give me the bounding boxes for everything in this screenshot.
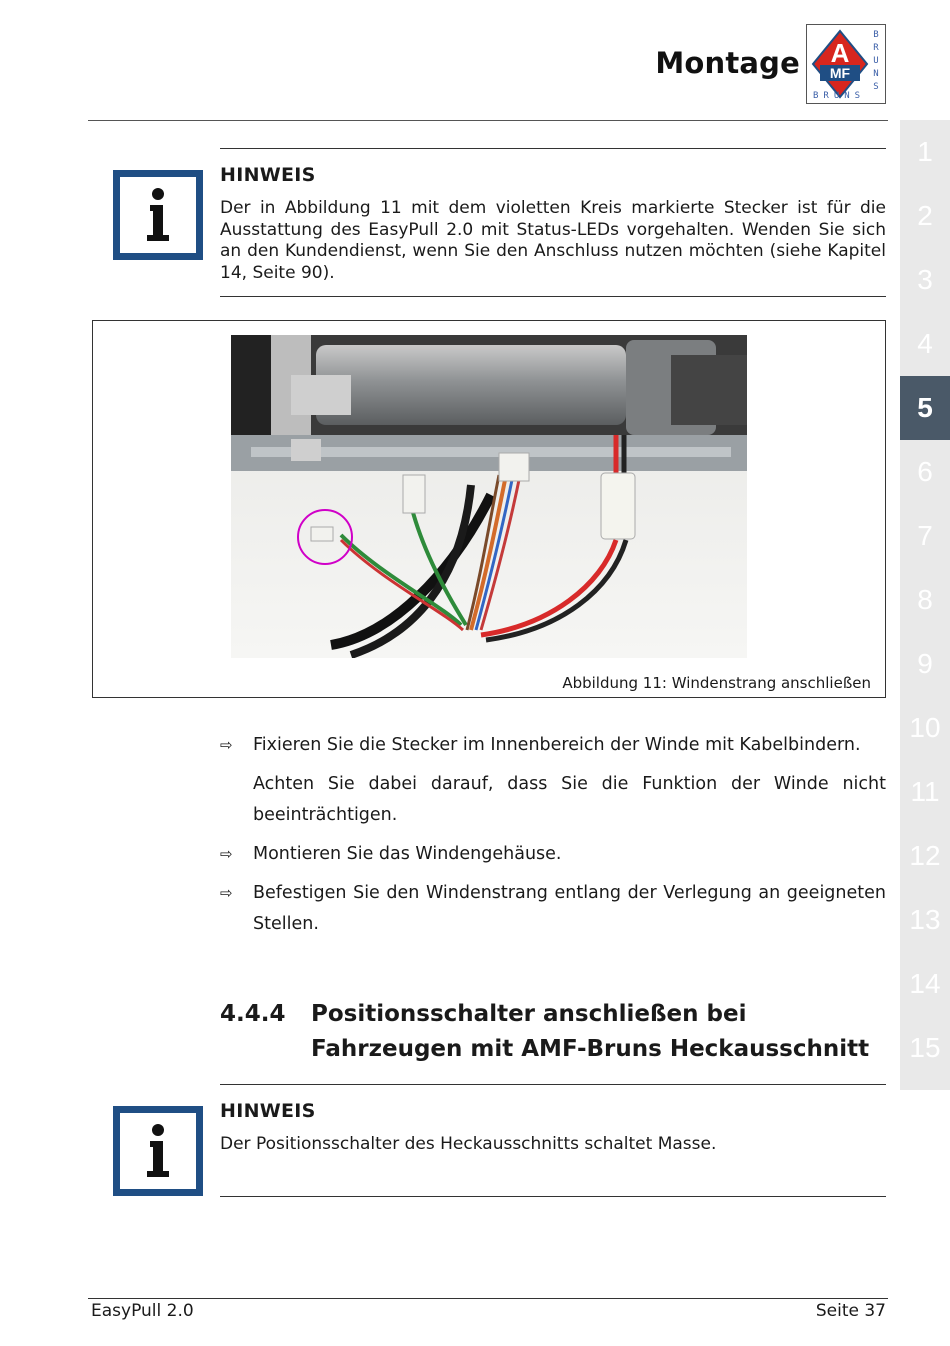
step-item <box>220 839 886 870</box>
chapter-tabs <box>900 120 950 1090</box>
chapter-tab-14[interactable]: 14 <box>909 968 941 999</box>
footer-divider <box>88 1298 888 1299</box>
chapter-tab-8[interactable]: 8 <box>917 584 933 615</box>
arrow-right-icon: ⇨ <box>220 845 233 863</box>
instruction-steps <box>220 730 886 948</box>
note-text: Der Positionsschalter des Heckausschnitts schaltet Masse. <box>220 1134 717 1154</box>
info-icon <box>113 1106 203 1196</box>
section-number: 4.4.4 <box>220 1001 286 1027</box>
svg-text:MF: MF <box>829 65 851 81</box>
logo-bottom-text: BRUNS <box>813 91 866 101</box>
section-title: Positionsschalter anschließen bei Fahrzeugen mit AMF-Bruns Heckausschnitt <box>311 1001 870 1062</box>
note-heading: HINWEIS <box>220 164 316 186</box>
chapter-tab-3[interactable]: 3 <box>917 264 933 295</box>
logo-emblem <box>811 29 869 99</box>
footer-page-number: Seite 37 <box>815 1301 886 1321</box>
chapter-tab-11[interactable]: 11 <box>910 776 940 807</box>
step-text: Befestigen Sie den Windenstrang entlang der Verlegung an geeigneten Stellen. <box>253 883 886 934</box>
step-text: Montieren Sie das Windengehäuse. <box>253 844 562 864</box>
footer-product-name: EasyPull 2.0 <box>91 1301 194 1321</box>
note-heading: HINWEIS <box>220 1100 316 1122</box>
chapter-tab-9[interactable]: 9 <box>917 648 933 679</box>
note-box-1 <box>88 148 888 298</box>
info-icon <box>113 170 203 260</box>
amf-bruns-logo <box>806 24 886 104</box>
chapter-tab-13[interactable]: 13 <box>909 904 941 935</box>
note-text: Der in Abbildung 11 mit dem violetten Kreis markierte Stecker ist für die Ausstattung des EasyPull 2.0 mit Status-LEDs vorgehalten. Wenden Sie sich an den Kundendienst, wenn Sie den Anschluss nutzen möchten (siehe Kapitel 14, Seite 90). <box>220 198 886 283</box>
note-bottom-rule <box>220 1196 886 1197</box>
step-item <box>220 878 886 940</box>
chapter-tab-4[interactable]: 4 <box>917 328 933 359</box>
chapter-tab-12[interactable]: 12 <box>909 840 941 871</box>
arrow-right-icon: ⇨ <box>220 884 233 902</box>
step-note-text: Achten Sie dabei darauf, dass Sie die Funktion der Winde nicht beeinträchtigen. <box>253 774 886 825</box>
chapter-tab-6[interactable]: 6 <box>917 456 933 487</box>
figure-caption: Abbildung 11: Windenstrang anschließen <box>562 674 871 692</box>
chapter-tab-15[interactable]: 15 <box>909 1032 941 1063</box>
header-divider <box>88 120 888 121</box>
note-box-2 <box>88 1084 888 1198</box>
svg-text:A: A <box>830 38 850 68</box>
chapter-tab-2[interactable]: 2 <box>917 200 933 231</box>
figure-11 <box>92 320 886 698</box>
chapter-tab-10[interactable]: 10 <box>909 712 941 743</box>
note-bottom-rule <box>220 296 886 297</box>
arrow-right-icon: ⇨ <box>220 736 233 754</box>
winch-wiring-photo <box>231 335 747 658</box>
step-text: Fixieren Sie die Stecker im Innenbereich der Winde mit Kabelbindern. <box>253 735 861 755</box>
logo-side-letters: B R U N S <box>873 30 879 92</box>
chapter-tab-7[interactable]: 7 <box>917 520 933 551</box>
chapter-tab-1[interactable]: 1 <box>917 136 933 167</box>
note-top-rule <box>220 1084 886 1085</box>
note-top-rule <box>220 148 886 149</box>
step-item <box>220 730 886 761</box>
chapter-tab-5-active[interactable]: 5 <box>900 376 950 440</box>
page-title: Montage <box>655 46 800 80</box>
